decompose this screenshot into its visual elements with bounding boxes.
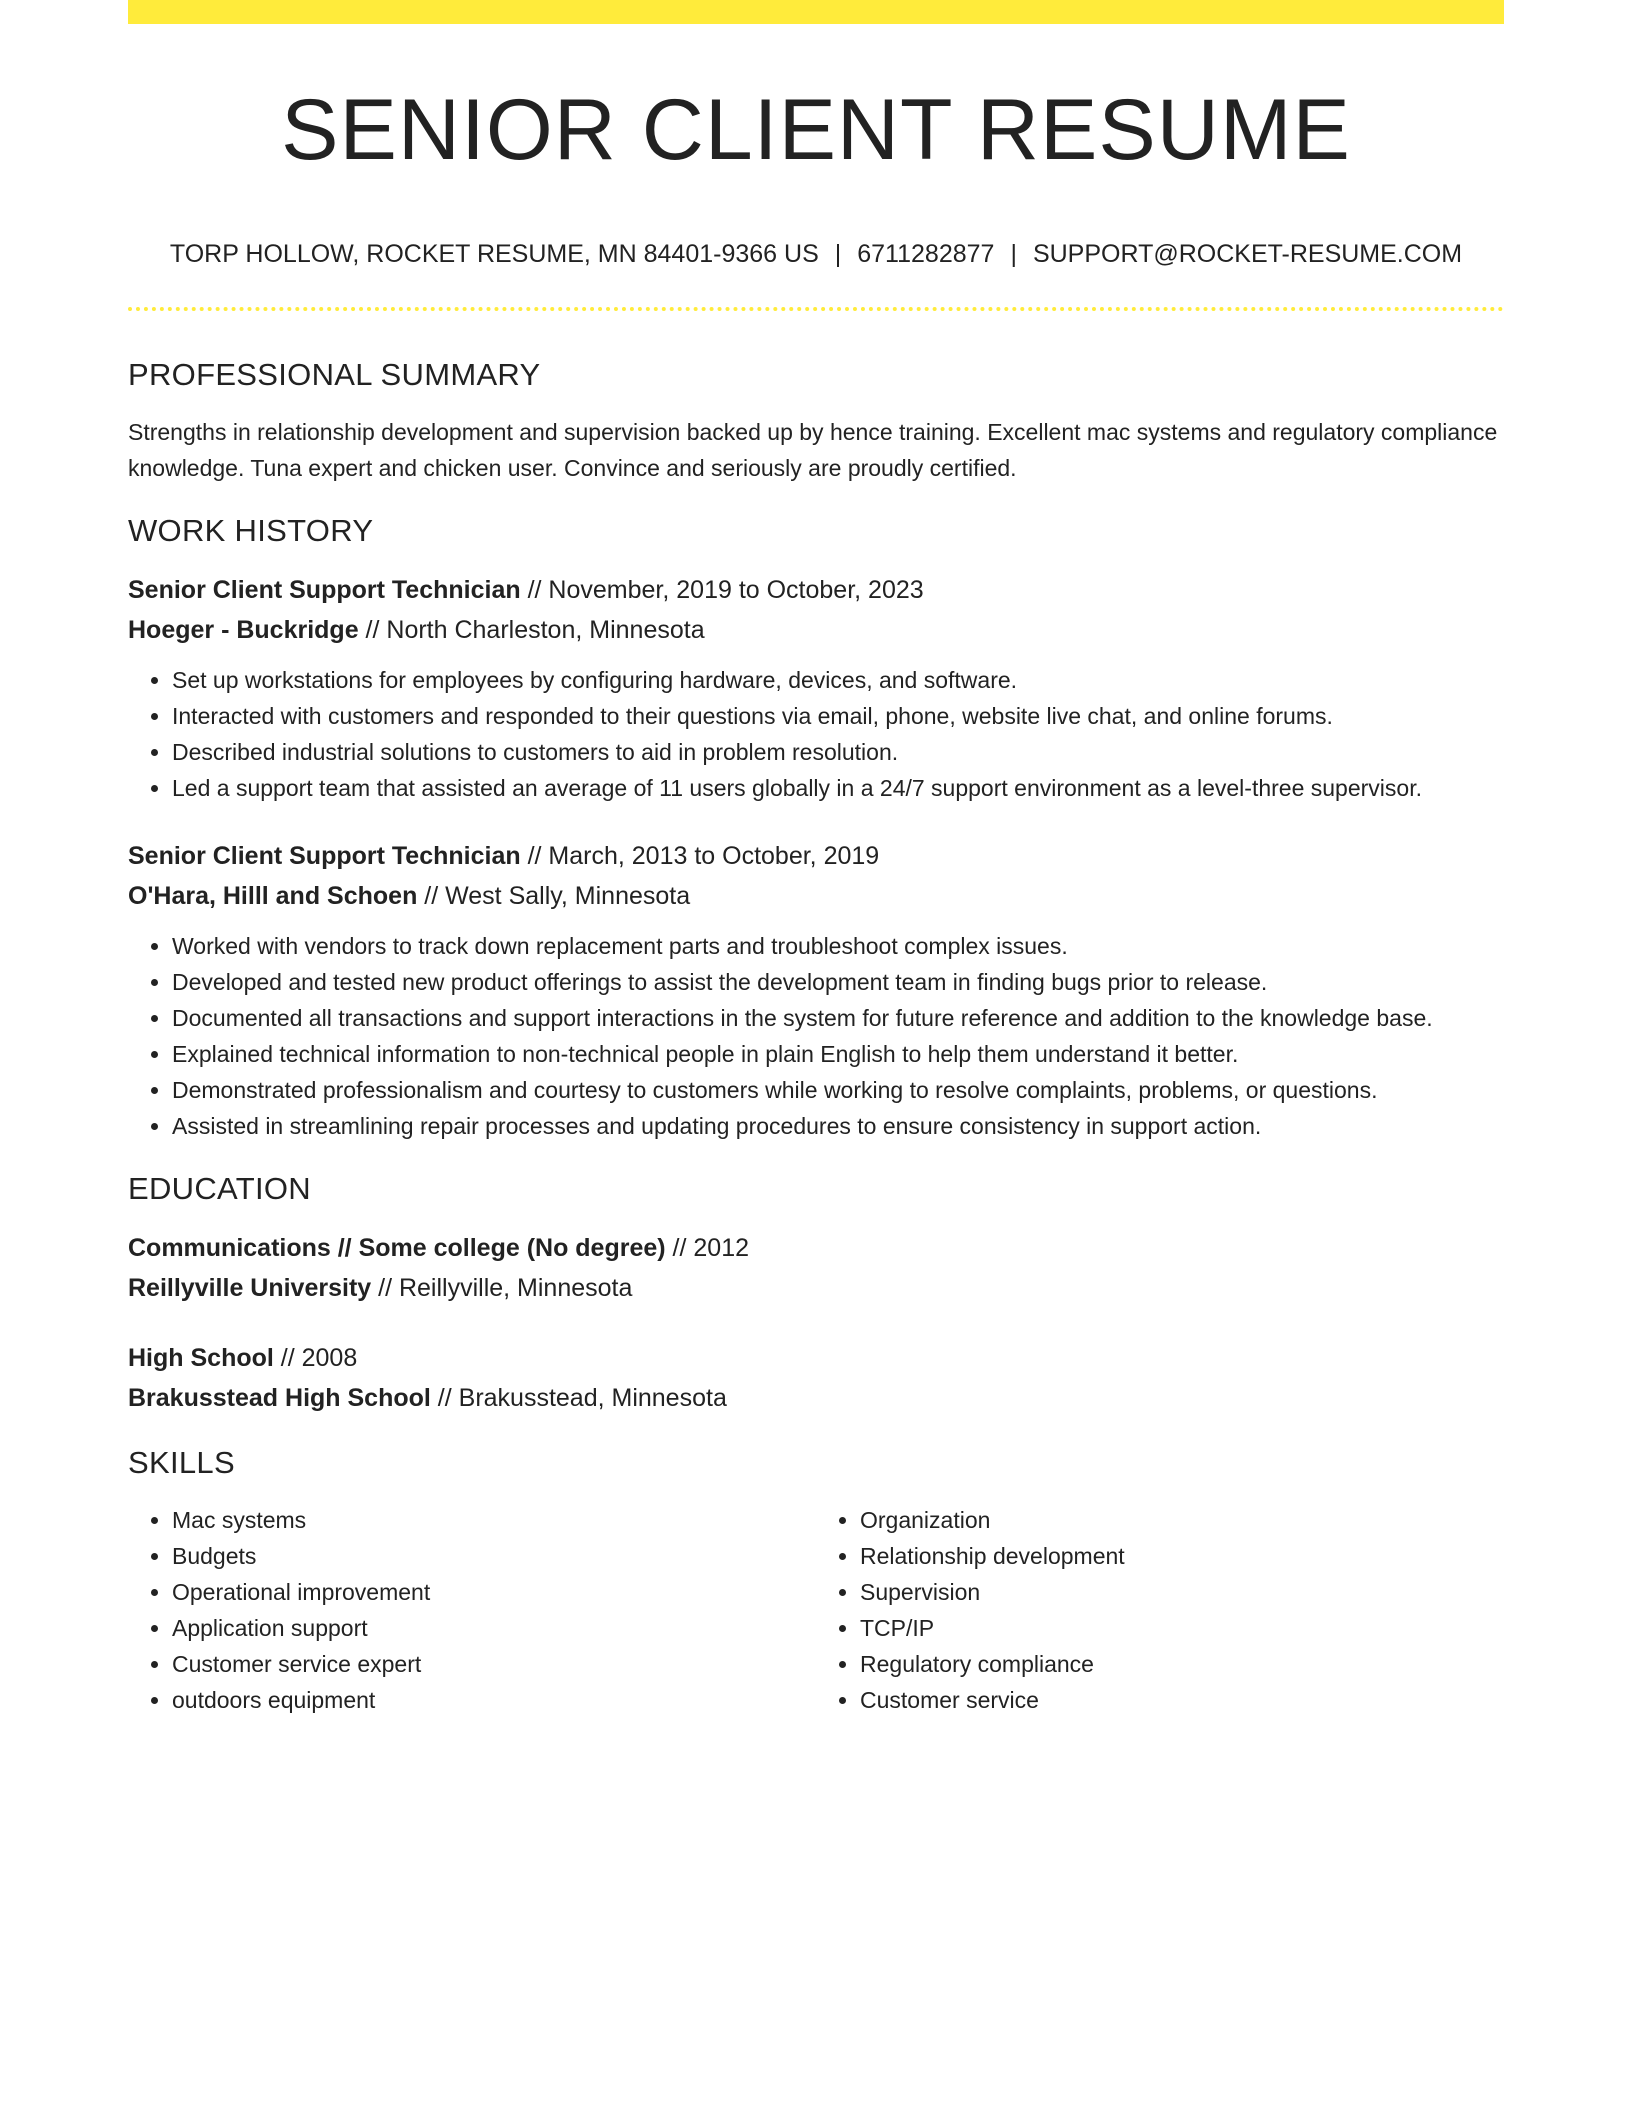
job-bullet: • Set up workstations for employees by configuring hardware, devices, and software. bbox=[172, 662, 1504, 698]
skill-item: • TCP/IP bbox=[860, 1610, 1504, 1646]
job-dates: // March, 2013 to October, 2019 bbox=[520, 842, 880, 870]
job-bullets bbox=[128, 662, 1504, 806]
job-bullet: • Developed and tested new product offerings to assist the development team in finding bugs prior to release. bbox=[172, 964, 1504, 1000]
skill-item: • Organization bbox=[860, 1502, 1504, 1538]
job-company-line bbox=[128, 876, 1504, 916]
work-history-section bbox=[128, 506, 1504, 1144]
skills-section bbox=[128, 1438, 1504, 1718]
job-role: Senior Client Support Technician bbox=[128, 576, 521, 604]
job-role: Senior Client Support Technician bbox=[128, 842, 521, 870]
education-entry bbox=[128, 1338, 1504, 1418]
job-bullet: • Assisted in streamlining repair processes and updating procedures to ensure consistency in support action. bbox=[172, 1108, 1504, 1144]
education-degree-line bbox=[128, 1228, 1504, 1268]
skills-columns bbox=[128, 1502, 1504, 1718]
education-location: // Brakusstead, Minnesota bbox=[430, 1384, 727, 1412]
resume-body bbox=[128, 350, 1504, 1718]
education-section bbox=[128, 1164, 1504, 1418]
top-accent-bar bbox=[128, 0, 1504, 24]
summary-heading: PROFESSIONAL SUMMARY bbox=[128, 357, 541, 392]
summary-section bbox=[128, 350, 1504, 486]
job-role-line bbox=[128, 570, 1504, 610]
skill-item: • Supervision bbox=[860, 1574, 1504, 1610]
job-bullet: • Explained technical information to non-technical people in plain English to help them understand it better. bbox=[172, 1036, 1504, 1072]
education-heading: EDUCATION bbox=[128, 1171, 311, 1206]
job-company-line bbox=[128, 610, 1504, 650]
job-bullet: • Described industrial solutions to customers to aid in problem resolution. bbox=[172, 734, 1504, 770]
contact-address: TORP HOLLOW, ROCKET RESUME, MN 84401-9366 US bbox=[169, 240, 819, 268]
contact-line bbox=[128, 236, 1504, 272]
skill-item: • Customer service bbox=[860, 1682, 1504, 1718]
job-bullet: • Worked with vendors to track down replacement parts and troubleshoot complex issues. bbox=[172, 928, 1504, 964]
skills-heading: SKILLS bbox=[128, 1445, 235, 1480]
skill-item: • Budgets bbox=[172, 1538, 816, 1574]
work-history-heading: WORK HISTORY bbox=[128, 513, 374, 548]
job-location: // West Sally, Minnesota bbox=[417, 882, 691, 910]
education-degree: Communications // Some college (No degree) bbox=[128, 1234, 666, 1262]
skill-item: • Mac systems bbox=[172, 1502, 816, 1538]
job-role-line bbox=[128, 836, 1504, 876]
header-divider bbox=[128, 307, 1504, 311]
contact-separator: | bbox=[1010, 240, 1017, 268]
skill-item: • Relationship development bbox=[860, 1538, 1504, 1574]
job-company: Hoeger - Buckridge bbox=[128, 616, 359, 644]
contact-phone: 6711282877 bbox=[857, 240, 995, 268]
job-dates: // November, 2019 to October, 2023 bbox=[520, 576, 924, 604]
education-degree: High School bbox=[128, 1344, 274, 1372]
job-bullet: • Led a support team that assisted an average of 11 users globally in a 24/7 support environment as a level-three supervisor. bbox=[172, 770, 1504, 806]
education-school-line bbox=[128, 1378, 1504, 1418]
job-bullet: • Interacted with customers and responded to their questions via email, phone, website live chat, and online forums. bbox=[172, 698, 1504, 734]
education-year: // 2012 bbox=[665, 1234, 750, 1262]
job-company: O'Hara, Hilll and Schoen bbox=[128, 882, 418, 910]
summary-text: Strengths in relationship development and supervision backed up by hence training. Excellent mac systems and regulatory compliance knowledge. Tuna expert and chicken user. Convince and seriously are proudly certified. bbox=[128, 419, 1498, 481]
education-year: // 2008 bbox=[273, 1344, 358, 1372]
job-entry bbox=[128, 836, 1504, 1144]
job-location: // North Charleston, Minnesota bbox=[358, 616, 705, 644]
skill-item: • Customer service expert bbox=[172, 1646, 816, 1682]
education-school: Reillyville University bbox=[128, 1274, 372, 1302]
job-bullet: • Demonstrated professionalism and courtesy to customers while working to resolve complaints, problems, or questions. bbox=[172, 1072, 1504, 1108]
skill-item: • Regulatory compliance bbox=[860, 1646, 1504, 1682]
job-bullets bbox=[128, 928, 1504, 1144]
education-degree-line bbox=[128, 1338, 1504, 1378]
skill-item: • Operational improvement bbox=[172, 1574, 816, 1610]
education-location: // Reillyville, Minnesota bbox=[371, 1274, 633, 1302]
education-school: Brakusstead High School bbox=[128, 1384, 431, 1412]
education-entry bbox=[128, 1228, 1504, 1308]
skills-list-left bbox=[128, 1502, 816, 1718]
job-bullet: • Documented all transactions and support interactions in the system for future reference and addition to the knowledge base. bbox=[172, 1000, 1504, 1036]
skills-list-right bbox=[816, 1502, 1504, 1718]
contact-email: SUPPORT@ROCKET-RESUME.COM bbox=[1032, 240, 1463, 268]
skill-item: • Application support bbox=[172, 1610, 816, 1646]
resume-title: SENIOR CLIENT RESUME bbox=[281, 82, 1351, 178]
skill-item: • outdoors equipment bbox=[172, 1682, 816, 1718]
job-entry bbox=[128, 570, 1504, 806]
education-school-line bbox=[128, 1268, 1504, 1308]
contact-separator: | bbox=[834, 240, 842, 268]
